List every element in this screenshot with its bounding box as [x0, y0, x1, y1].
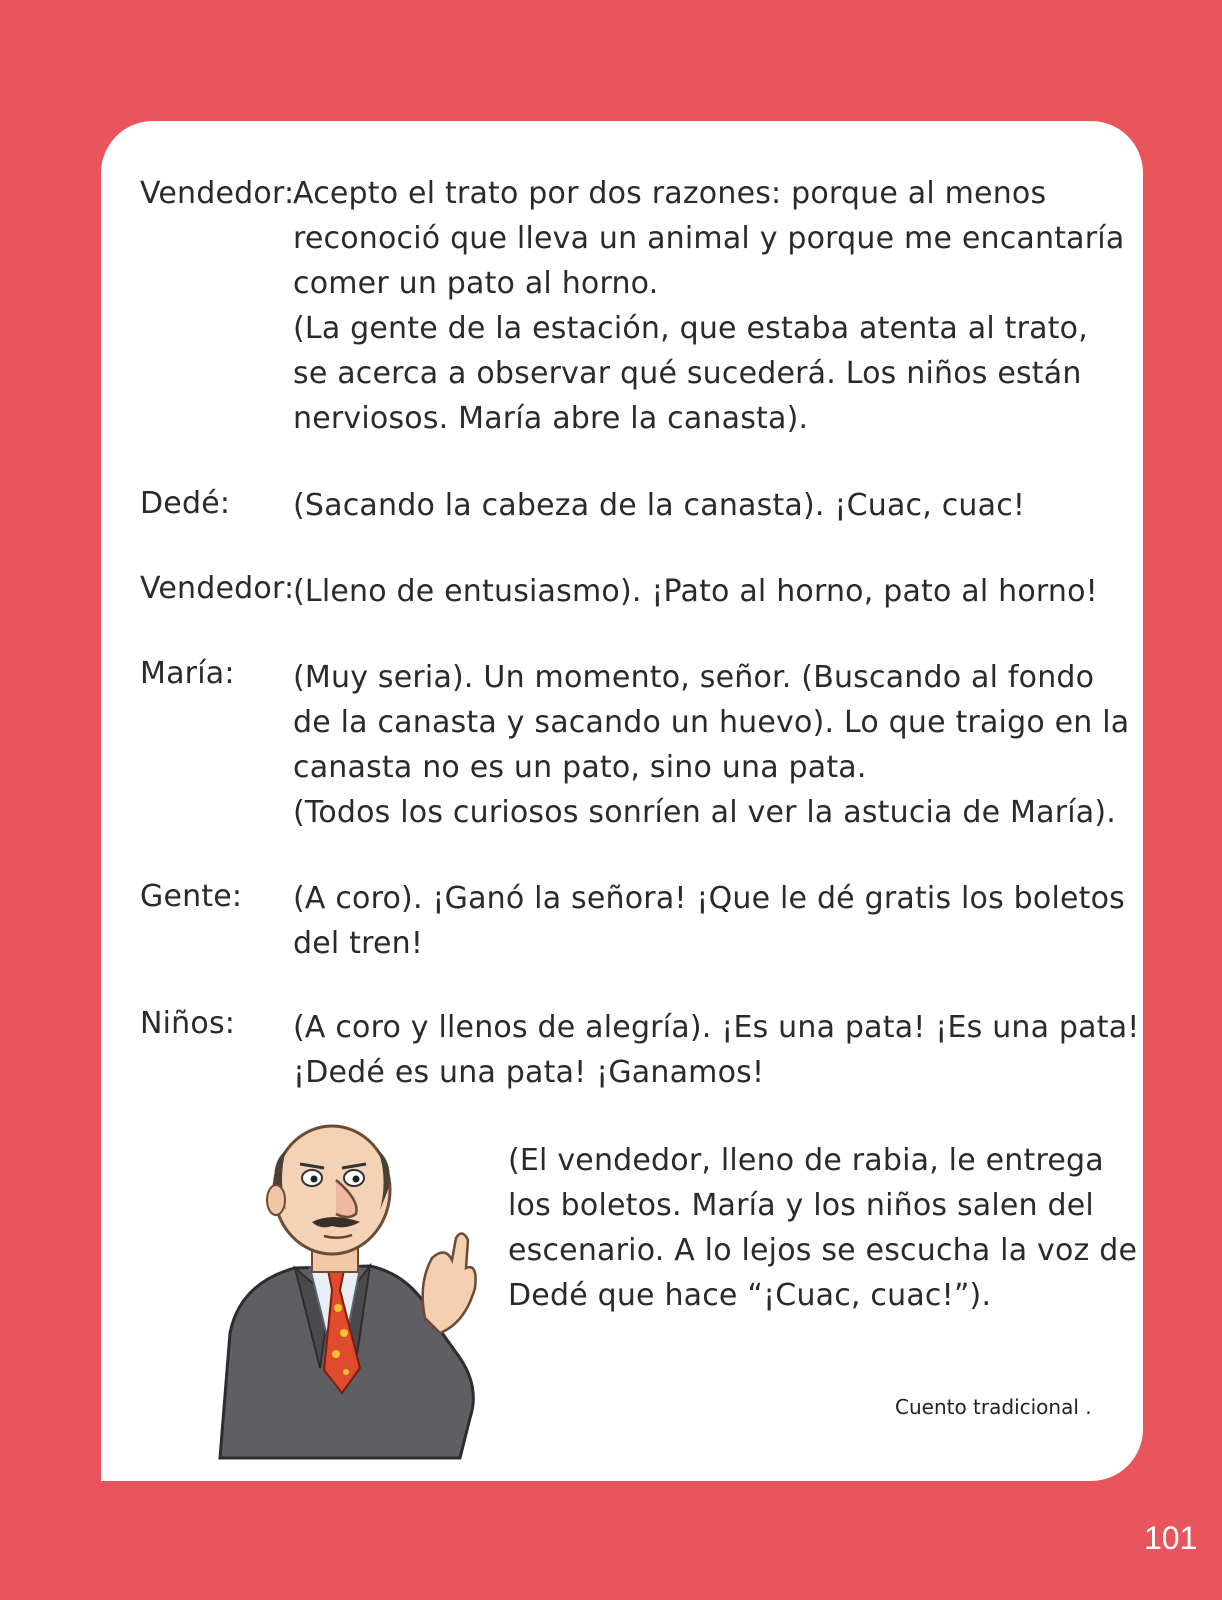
- dialogue-line: (Muy seria). Un momento, señor. (Buscando al fondo: [293, 660, 1095, 695]
- dialogue-line: Acepto el trato por dos razones: porque al menos: [293, 176, 1047, 211]
- source-credit: Cuento tradicional .: [895, 1395, 1092, 1419]
- stage-direction-line: (La gente de la estación, que estaba atenta al trato,: [293, 311, 1088, 346]
- dialogue-line: (Sacando la cabeza de la canasta). ¡Cuac, cuac!: [293, 488, 1026, 523]
- dialogue-line: canasta no es un pato, sino una pata.: [293, 750, 867, 785]
- narration-line: los boletos. María y los niños salen del: [508, 1188, 1094, 1223]
- speaker-label-vendedor: Vendedor:: [140, 176, 295, 211]
- narration-line: escenario. A lo lejos se escucha la voz de: [508, 1233, 1138, 1268]
- speaker-label-maria: María:: [140, 656, 235, 691]
- dialogue-line: del tren!: [293, 926, 424, 961]
- stage-direction-line: nerviosos. María abre la canasta).: [293, 401, 809, 436]
- salesman-illustration: [160, 1118, 560, 1463]
- page-number: 101: [1144, 1520, 1198, 1556]
- dialogue-line: (A coro). ¡Ganó la señora! ¡Que le dé gratis los boletos: [293, 881, 1125, 916]
- speaker-label-dede: Dedé:: [140, 486, 231, 521]
- stage-direction-line: se acerca a observar qué sucederá. Los niños están: [293, 356, 1082, 391]
- speaker-label-ninos: Niños:: [140, 1006, 236, 1041]
- narration-line: (El vendedor, lleno de rabia, le entrega: [508, 1143, 1104, 1178]
- dialogue-line: comer un pato al horno.: [293, 266, 659, 301]
- dialogue-line: reconoció que lleva un animal y porque me encantaría: [293, 221, 1125, 256]
- speaker-label-gente: Gente:: [140, 879, 243, 914]
- dialogue-line: de la canasta y sacando un huevo). Lo que traigo en la: [293, 705, 1130, 740]
- dialogue-line: (Lleno de entusiasmo). ¡Pato al horno, pato al horno!: [293, 574, 1098, 609]
- narration-line: Dedé que hace “¡Cuac, cuac!”).: [508, 1278, 992, 1313]
- speaker-label-vendedor-2: Vendedor:: [140, 571, 295, 606]
- stage-direction-line: (Todos los curiosos sonríen al ver la astucia de María).: [293, 795, 1116, 830]
- dialogue-line: (A coro y llenos de alegría). ¡Es una pata! ¡Es una pata!: [293, 1010, 1140, 1045]
- dialogue-line: ¡Dedé es una pata! ¡Ganamos!: [293, 1055, 765, 1090]
